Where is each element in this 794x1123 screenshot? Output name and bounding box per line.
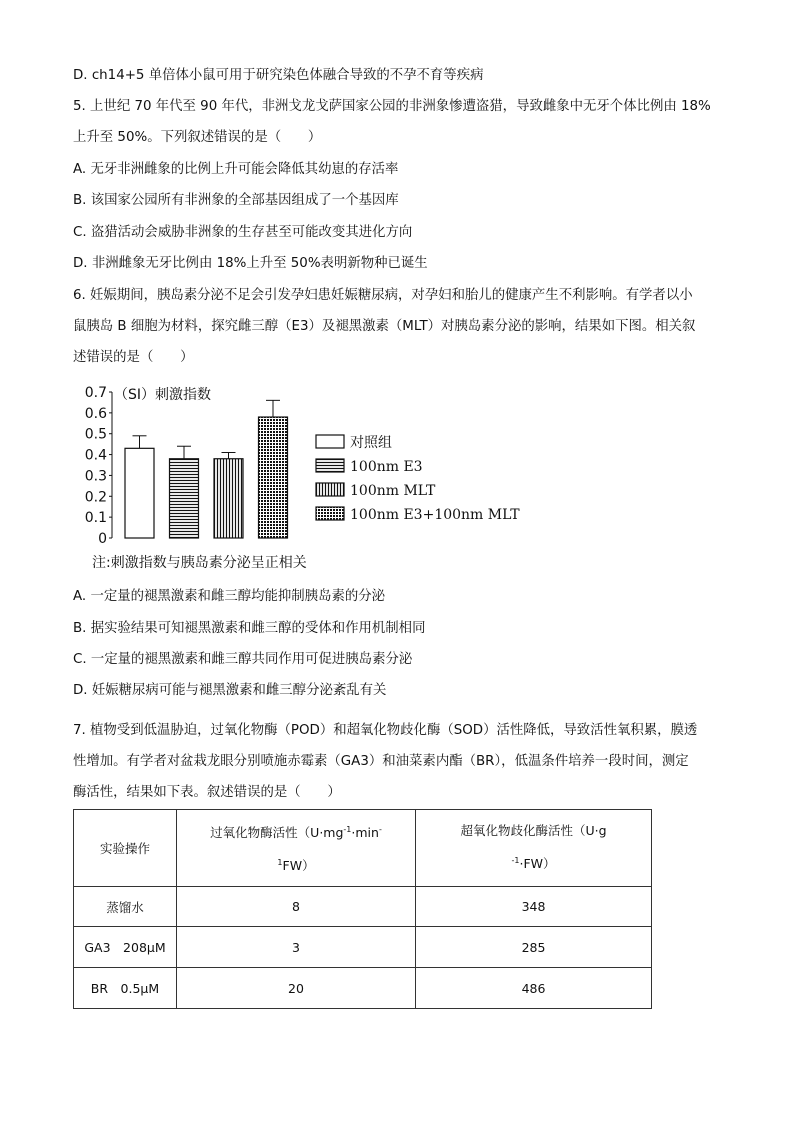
legend-label: 对照组	[350, 435, 392, 451]
header-sod-text-2: ·FW）	[519, 856, 556, 872]
cell-operation: BR 0.5μM	[74, 968, 177, 1009]
header-pod-sup-1: -1	[343, 824, 352, 834]
header-pod	[177, 810, 416, 887]
header-sod	[416, 810, 652, 887]
y-tick-label: 0.1	[84, 510, 107, 527]
cell-sod: 285	[416, 927, 652, 968]
q6-option-b: B. 据实验结果可知褪黑激素和雌三醇的受体和作用机制相同	[73, 621, 426, 636]
question-7-stem: 7. 植物受到低温胁迫，过氧化物酶（POD）和超氧化物歧化酶（SOD）活性降低，导致活性氧积累，膜透	[73, 723, 698, 738]
y-tick-label: 0.6	[84, 405, 107, 422]
bar	[170, 459, 199, 538]
y-tick-label: 0.7	[84, 385, 107, 401]
option-d-q4: D. ch14+5 单倍体小鼠可用于研究染色体融合导致的不孕不育等疾病	[73, 68, 484, 83]
header-sod-sup-1: -1	[511, 856, 520, 866]
header-pod-text-2: ·min	[351, 825, 379, 840]
header-pod-text-1: 过氧化物酶活性（U·mg	[210, 825, 344, 840]
cell-pod: 3	[177, 927, 416, 968]
cell-sod: 486	[416, 968, 652, 1009]
question-6-stem-end: 述错误的是（ ）	[73, 350, 194, 365]
header-operation-label: 实验操作	[99, 841, 150, 856]
si-bar-chart	[72, 380, 532, 580]
q5-option-c: C. 盗猎活动会威胁非洲象的生存甚至可能改变其进化方向	[73, 225, 413, 240]
q5-option-a: A. 无牙非洲雌象的比例上升可能会降低其幼崽的存活率	[73, 162, 399, 177]
legend-label: 100nm E3	[350, 459, 423, 475]
table-row	[74, 927, 652, 968]
q6-option-a: A. 一定量的褪黑激素和雌三醇均能抑制胰岛素的分泌	[73, 589, 386, 604]
bar	[259, 417, 288, 538]
y-tick-label: 0	[98, 531, 107, 547]
question-6-stem-cont: 鼠胰岛 B 细胞为材料，探究雌三醇（E3）及褪黑激素（MLT）对胰岛素分泌的影响，结果如下图。相关叙	[73, 319, 696, 334]
header-pod-text-3: FW）	[282, 858, 315, 874]
cell-pod: 20	[177, 968, 416, 1009]
enzyme-activity-table	[73, 809, 652, 1009]
question-6-stem: 6. 妊娠期间，胰岛素分泌不足会引发孕妇患妊娠糖尿病，对孕妇和胎儿的健康产生不利影响。有学者以小	[73, 288, 693, 303]
q5-option-b: B. 该国家公园所有非洲象的全部基因组成了一个基因库	[73, 193, 399, 208]
legend-label: 100nm E3+100nm MLT	[350, 507, 520, 523]
q6-option-c: C. 一定量的褪黑激素和雌三醇共同作用可促进胰岛素分泌	[73, 652, 413, 667]
question-7-stem-cont: 性增加。有学者对盆栽龙眼分别喷施赤霉素（GA3）和油菜素内酯（BR），低温条件培养一段时间，测定	[73, 754, 689, 769]
header-pod-sup-2: -	[378, 824, 382, 834]
table-row	[74, 968, 652, 1009]
header-operation	[74, 810, 177, 887]
cell-pod: 8	[177, 887, 416, 927]
q5-option-d: D. 非洲雌象无牙比例由 18%上升至 50%表明新物种已诞生	[73, 256, 428, 271]
chart-note: 注:刺激指数与胰岛素分泌呈正相关	[92, 555, 307, 571]
question-7-stem-end: 酶活性，结果如下表。叙述错误的是（ ）	[73, 785, 341, 800]
table-row	[74, 887, 652, 927]
cell-operation: GA3 208μM	[74, 927, 177, 968]
header-pod-sup-3: 1	[277, 858, 283, 867]
y-tick-label: 0.4	[84, 447, 107, 464]
y-tick-label: 0.2	[84, 489, 107, 506]
bar	[125, 448, 154, 538]
table-header-row	[74, 810, 652, 887]
header-sod-text-1: 超氧化物歧化酶活性（U·g	[460, 823, 607, 839]
legend-swatch	[316, 483, 344, 496]
q6-option-d: D. 妊娠糖尿病可能与褪黑激素和雌三醇分泌紊乱有关	[73, 683, 387, 698]
y-tick-label: 0.3	[84, 468, 107, 485]
legend-swatch	[316, 459, 344, 472]
bar	[214, 459, 243, 538]
chart-svg	[72, 380, 532, 580]
cell-sod: 348	[416, 887, 652, 927]
legend-swatch	[316, 507, 344, 520]
y-axis-label: （SI）刺激指数	[114, 387, 212, 403]
y-tick-label: 0.5	[84, 426, 107, 443]
cell-operation: 蒸馏水	[74, 887, 177, 927]
legend-label: 100nm MLT	[350, 483, 436, 499]
question-5-stem-cont: 上升至 50%。下列叙述错误的是（ ）	[73, 130, 322, 145]
question-5-stem: 5. 上世纪 70 年代至 90 年代，非洲戈龙戈萨国家公园的非洲象惨遭盗猎，导致雌象中无牙个体比例由 18%	[73, 99, 711, 114]
legend-swatch	[316, 435, 344, 448]
